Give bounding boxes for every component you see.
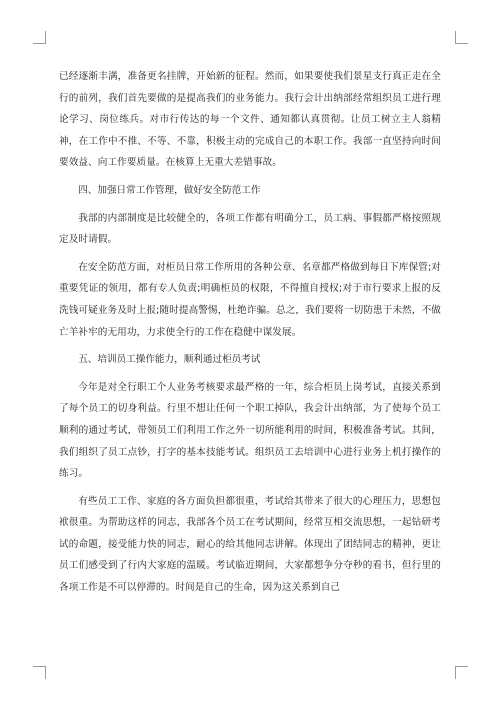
crop-mark-bottom-left <box>33 666 46 679</box>
paragraph-exam-requirements: 今年是对全行职工个人业务考核要求最严格的一年，综合柜员上岗考试，直接关系到了每个员工的切身利益。行里不想让任何一个职工掉队，我会计出纳部，为了使每个员工顺利的通过考试，带领员工们利用工作之外一切所能利用的时间，积极准备考试。其间，我们组织了员工点钞，打字的基本技能考试。组织员工去培训中心进行业务上机打操作的练习。 <box>59 381 441 480</box>
document-body <box>59 66 441 605</box>
crop-mark-bottom-right <box>455 666 468 679</box>
section-heading-daily-management: 四、加强日常工作管理，做好安全防范工作 <box>78 184 261 196</box>
crop-mark-top-left <box>33 31 46 44</box>
paragraph-security: 在安全防范方面，对柜员日常工作所用的各种公章、名章都严格做到每日下库保管;对重要凭证的领用，都有专人负责;明确柜员的权限，不得擅自授权;对于市行要求上报的反洗钱可疑业务及时上报;随时提高警惕，杜绝诈骗。总之，我们要将一切防患于未然，不做亡羊补牢的无用功，力求使全行的工作在稳健中谋发展。 <box>59 261 441 338</box>
paragraph-business-ability: 已经逐渐丰满，准备更名挂牌，开始新的征程。然而，如果要使我们景星支行真正走在全行的前列，我们首先要做的是提高我们的业务能力。我行会计出纳部经常组织员工进行理论学习、岗位练兵。对市行传达的每一个文件、通知都认真贯彻。让员工树立主人翁精神，在工作中不推、不等、不靠，积极主动的完成自己的本职工作。我部一直坚持向时间要效益、向工作要质量。在核算上无重大差错事故。 <box>59 71 441 169</box>
paragraph-team-support: 有些员工工作、家庭的各方面负担都很重，考试给其带来了很大的心理压力，思想包袱很重。为帮助这样的同志，我部各个员工在考试期间，经常互相交流思想，一起钻研考试的命题，接受能力快的同志，耐心的给其他同志讲解。体现出了团结同志的精神，更让员工们感受到了行内大家庭的温暖。考试临近期间，大家都想争分夺秒的看书，但行里的各项工作是不可以停滞的。时间是自己的生命，因为这关系到自己 <box>59 495 441 594</box>
section-heading-training: 五、培训员工操作能力，顺利通过柜员考试 <box>78 354 261 366</box>
paragraph-internal-rules: 我部的内部制度是比较健全的，各项工作都有明确分工，员工病、事假都严格按照规定及时请假。 <box>59 212 441 246</box>
crop-mark-top-right <box>455 31 468 44</box>
